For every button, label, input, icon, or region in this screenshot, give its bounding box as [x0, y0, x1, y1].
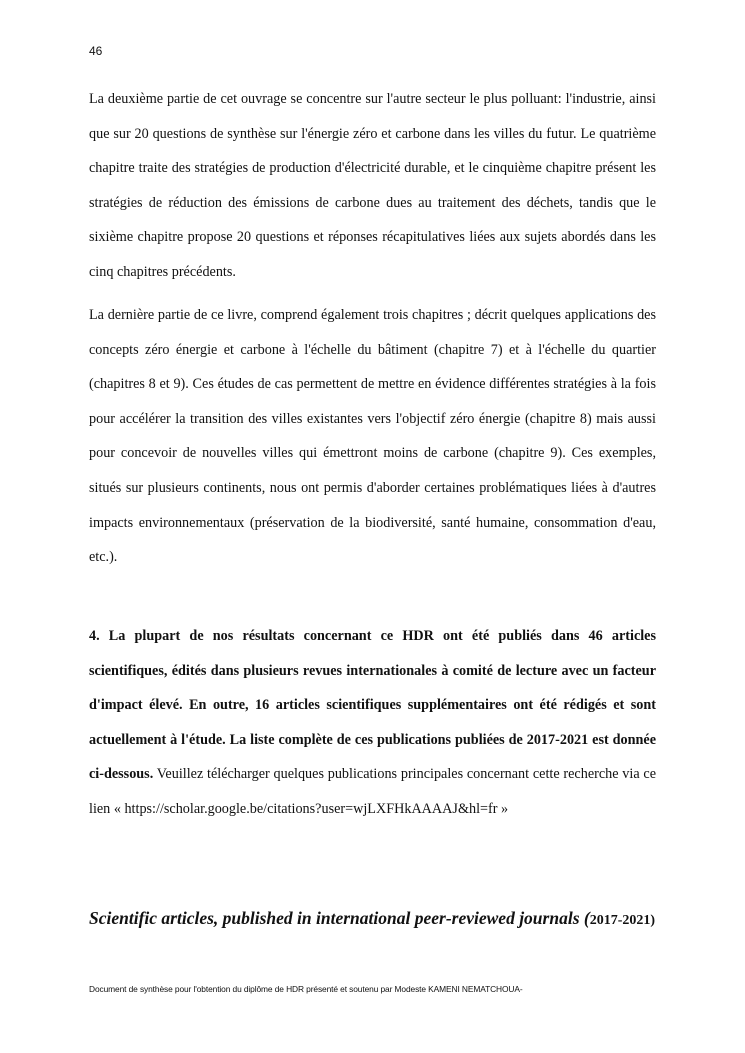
publications-summary-bold: 4. La plupart de nos résultats concernant ce HDR ont été publiés dans 46 articles scientifiques, édités dans plusieurs revues internationales à comité de lecture avec un facteur d'impact élevé. En outre, 16 articles scientifiques supplémentaires ont été rédigés et sont actuellement à l'étude. La liste complète de ces publications publiées de 2017-2021 est donnée ci-dessous. [89, 628, 656, 783]
paragraph-book-part-two: La deuxième partie de cet ouvrage se concentre sur l'autre secteur le plus polluant: l'industrie, ainsi que sur 20 questions de synthèse sur l'énergie zéro et carbone dans les villes du futur. Le quatrième chapitre traite des stratégies de production d'électricité durable, et le cinquième chapitre présent les stratégies de réduction des émissions de carbone dues au traitement des déchets, tandis que le sixième chapitre propose 20 questions et réponses récapitulatives liées aux sujets abordés dans les cinq chapitres précédents. [89, 91, 656, 280]
section-heading [89, 906, 656, 932]
page-footer: Document de synthèse pour l'obtention du diplôme de HDR présenté et soutenu par Modeste KAMENI NEMATCHOUA- [89, 984, 523, 994]
section-heading-title: Scientific articles, published in international peer-reviewed journals ( [89, 908, 590, 928]
section-heading-years: 2017-2021) [589, 913, 656, 928]
page-number: 46 [89, 44, 103, 58]
publications-download-link-text: Veuillez télécharger quelques publications principales concernant cette recherche via ce lien « https://scholar.google.be/citations?user=wjLXFHkAAAAJ&hl=fr » [89, 766, 656, 817]
paragraph-book-last-part: La dernière partie de ce livre, comprend également trois chapitres ; décrit quelques applications des concepts zéro énergie et carbone à l'échelle du bâtiment (chapitre 7) et à l'échelle du quartier (chapitres 8 et 9). Ces études de cas permettent de mettre en évidence différentes stratégies à la fois pour accélérer la transition des villes existantes vers l'objectif zéro énergie (chapitre 8) mais aussi pour concevoir de nouvelles villes qui émettront moins de carbone (chapitre 9). Ces exemples, situés sur plusieurs continents, nous ont permis d'aborder certaines problématiques liées à d'autres impacts environnementaux (préservation de la biodiversité, santé humaine, consommation d'eau, etc.). [89, 307, 656, 566]
paragraph-publications [89, 619, 656, 827]
